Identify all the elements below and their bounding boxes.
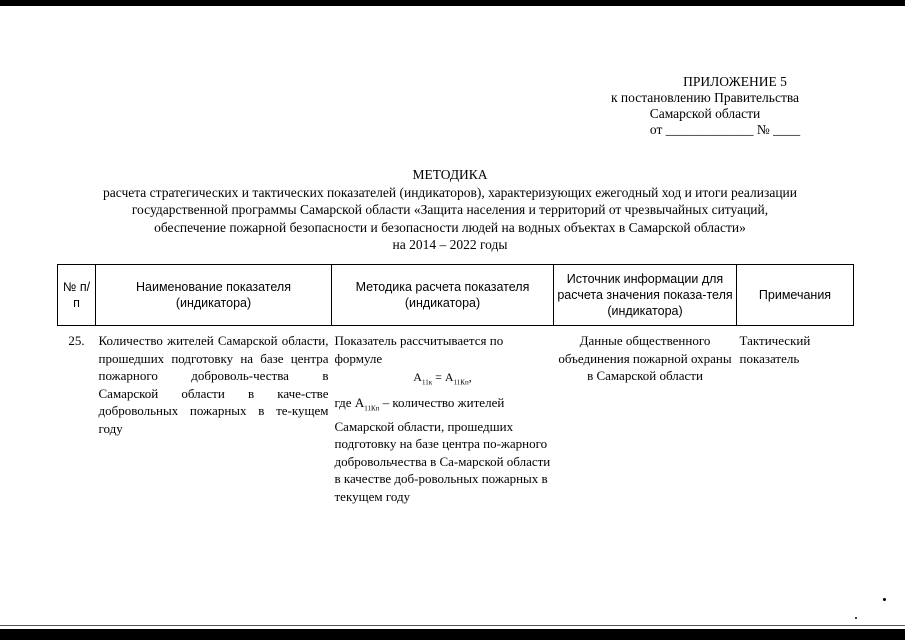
row-calculation-method [332, 326, 554, 506]
formula-rhs: А [444, 370, 454, 384]
table-header-row [58, 265, 854, 326]
header-information-source: Источник информации для расчета значения показа-теля (индикатора) [554, 265, 737, 326]
heading-line-4: на 2014 – 2022 годы [392, 237, 508, 252]
scan-top-border [0, 0, 905, 6]
formula-lhs-sub: 11к [421, 378, 433, 387]
document-heading [40, 166, 860, 254]
appendix-signature-line: от _____________ № ____ [649, 122, 801, 137]
formula-lhs: А [413, 370, 422, 384]
header-indicator-name: Наименование показателя (индикатора) [96, 265, 332, 326]
header-calculation-method: Методика расчета показателя (индикатора) [332, 265, 554, 326]
row-number: 25. [68, 333, 85, 348]
header-number: № п/п [58, 265, 96, 326]
heading-line-1: расчета стратегических и тактических показателей (индикаторов), характеризующих ежегодный ход и итоги реализации [102, 184, 797, 200]
heading-line-2: государственной программы Самарской области «Защита населения и территорий от чрезвычайных ситуаций, [131, 202, 769, 217]
header-notes: Примечания [737, 265, 854, 326]
method-description: – количество жителей Самарской области, прошедших подготовку на базе центра по-жарного добровольчества в Са-марской области в качестве доб-ровольных пожарных в текущем году [334, 394, 551, 504]
formula-tail: , [468, 370, 472, 384]
scan-bottom-line [0, 625, 905, 626]
method-intro: Показатель рассчитывается по формуле [334, 333, 504, 366]
appendix-line-decree: к постановлению Правительства [610, 90, 800, 105]
row-indicator-name: Количество жителей Самарской области, прошедших подготовку на базе центра пожарного доброволь-чества в Самарской области в каче-стве добровольных пожарных в те-кущем году [98, 333, 329, 436]
row-note: Тактический показатель [739, 333, 811, 366]
row-information-source: Данные общественного объединения пожарной охраны в Самарской области [558, 333, 732, 383]
appendix-line-region: Самарской области [649, 106, 761, 121]
method-where: где А [334, 394, 365, 410]
table-row [58, 326, 854, 506]
indicator-table [57, 264, 854, 505]
scan-bottom-border [0, 629, 905, 640]
appendix-title: ПРИЛОЖЕНИЕ 5 [683, 74, 787, 89]
formula-rhs-sub: 11Кп [453, 378, 469, 387]
method-where-sub: 11Кп [364, 404, 380, 413]
heading-title: МЕТОДИКА [412, 167, 488, 182]
formula-eq: = [432, 370, 445, 384]
appendix-block [560, 74, 850, 138]
scan-speck [855, 617, 857, 619]
heading-line-3: обеспечение пожарной безопасности и безопасности людей на водных объектах в Самарской области» [154, 219, 746, 235]
method-formula [335, 369, 551, 392]
scan-speck [883, 598, 886, 601]
